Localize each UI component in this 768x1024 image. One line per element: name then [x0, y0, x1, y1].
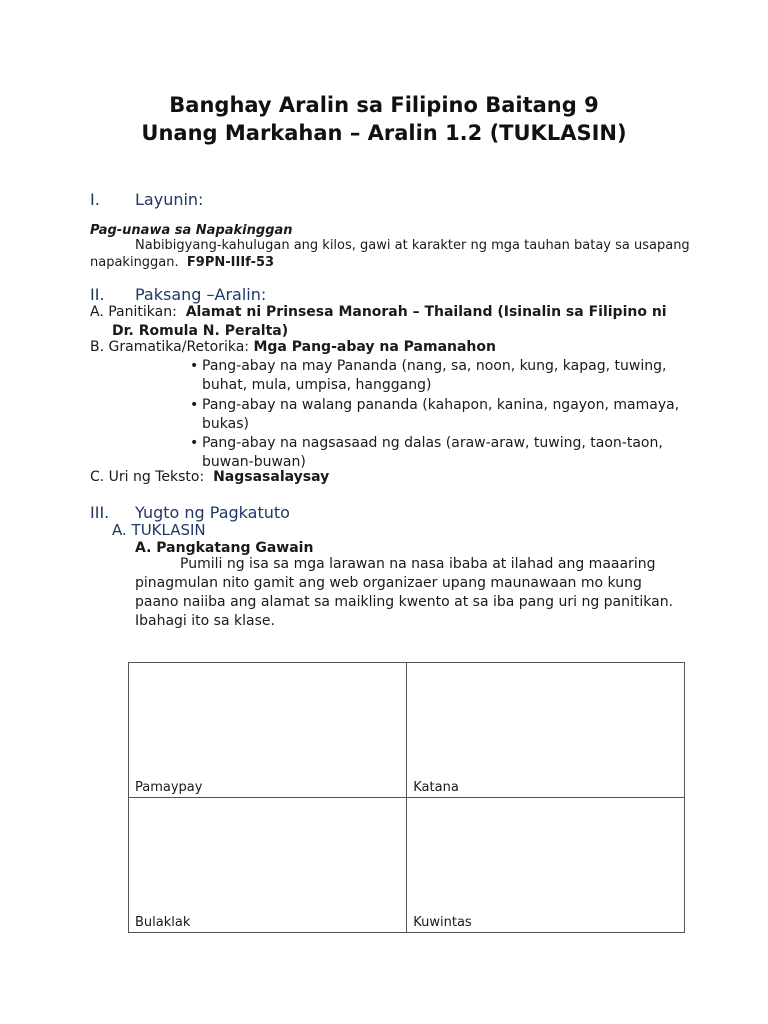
bullet-line2: buwan-buwan)	[202, 454, 306, 470]
bullet-item	[190, 434, 682, 472]
bullet-line1: Pang-abay na walang pananda (kahapon, kanina, ngayon, mamaya,	[202, 397, 680, 413]
section-2-label: Paksang –Aralin:	[135, 285, 267, 304]
picture-grid-table	[128, 662, 685, 933]
bullet-dot: •	[190, 435, 199, 451]
instruction-line2: pinagmulan nito gamit ang web organizaer upang maunawaan mo kung	[135, 575, 642, 591]
bullet-item	[190, 357, 682, 395]
section-1-para2-text: napakinggan.	[90, 255, 179, 270]
uri-prefix: C. Uri ng Teksto:	[90, 469, 205, 485]
subsection-tuklasin: A. TUKLASIN	[112, 521, 206, 539]
competency-code: F9PN-IIIf-53	[186, 255, 275, 270]
instruction-line4: Ibahagi ito sa klase.	[135, 613, 275, 629]
gramatika-line	[90, 339, 496, 355]
table-cell-kuwintas: Kuwintas	[407, 798, 685, 933]
bullet-line1: Pang-abay na may Pananda (nang, sa, noon, kung, kapag, tuwing,	[202, 358, 667, 374]
uri-value: Nagsasalaysay	[213, 469, 330, 485]
table-cell-bulaklak: Bulaklak	[129, 798, 407, 933]
section-3-label: Yugto ng Pagkatuto	[135, 503, 290, 522]
instruction-line1: Pumili ng isa sa mga larawan na nasa ibaba at ilahad ang maaaring	[180, 556, 656, 572]
section-1-heading	[90, 190, 203, 209]
instruction-line3: paano naiiba ang alamat sa maikling kwento at sa iba pang uri ng panitikan.	[135, 594, 674, 610]
section-2-number: II.	[90, 285, 105, 304]
bullet-line2: buhat, mula, umpisa, hanggang)	[202, 377, 432, 393]
table-row	[129, 798, 685, 933]
bullet-dot: •	[190, 358, 199, 374]
section-1-number: I.	[90, 190, 100, 209]
gramatika-value: Mga Pang-abay na Pamanahon	[253, 339, 496, 355]
bullet-line2: bukas)	[202, 416, 249, 432]
gramatika-prefix: B. Gramatika/Retorika:	[90, 339, 250, 355]
section-1-para-line1: Nabibigyang-kahulugan ang kilos, gawi at karakter ng mga tauhan batay sa usapang	[135, 238, 690, 253]
section-3-number: III.	[90, 503, 110, 522]
table-cell-katana: Katana	[407, 663, 685, 798]
bullet-dot: •	[190, 397, 199, 413]
bullet-item	[190, 396, 682, 434]
section-2-heading	[90, 285, 266, 304]
uri-ng-teksto-line	[90, 469, 329, 485]
bullet-line1: Pang-abay na nagsasaad ng dalas (araw-araw, tuwing, taon-taon,	[202, 435, 663, 451]
section-3-heading	[90, 503, 290, 522]
doc-title-line2: Unang Markahan – Aralin 1.2 (TUKLASIN)	[141, 121, 627, 145]
panitikan-line	[90, 304, 667, 320]
panitikan-prefix: A. Panitikan:	[90, 304, 177, 320]
section-1-para-line2	[90, 255, 274, 270]
table-row	[129, 663, 685, 798]
subsection-pangkatang-gawain: A. Pangkatang Gawain	[135, 540, 314, 556]
table-cell-pamaypay: Pamaypay	[129, 663, 407, 798]
panitikan-value: Alamat ni Prinsesa Manorah – Thailand (Isinalin sa Filipino ni	[185, 304, 667, 320]
section-1-subhead: Pag-unawa sa Napakinggan	[90, 223, 293, 238]
panitikan-value-line2: Dr. Romula N. Peralta)	[112, 323, 289, 339]
doc-title-line1: Banghay Aralin sa Filipino Baitang 9	[169, 93, 599, 117]
section-1-label: Layunin:	[135, 190, 204, 209]
